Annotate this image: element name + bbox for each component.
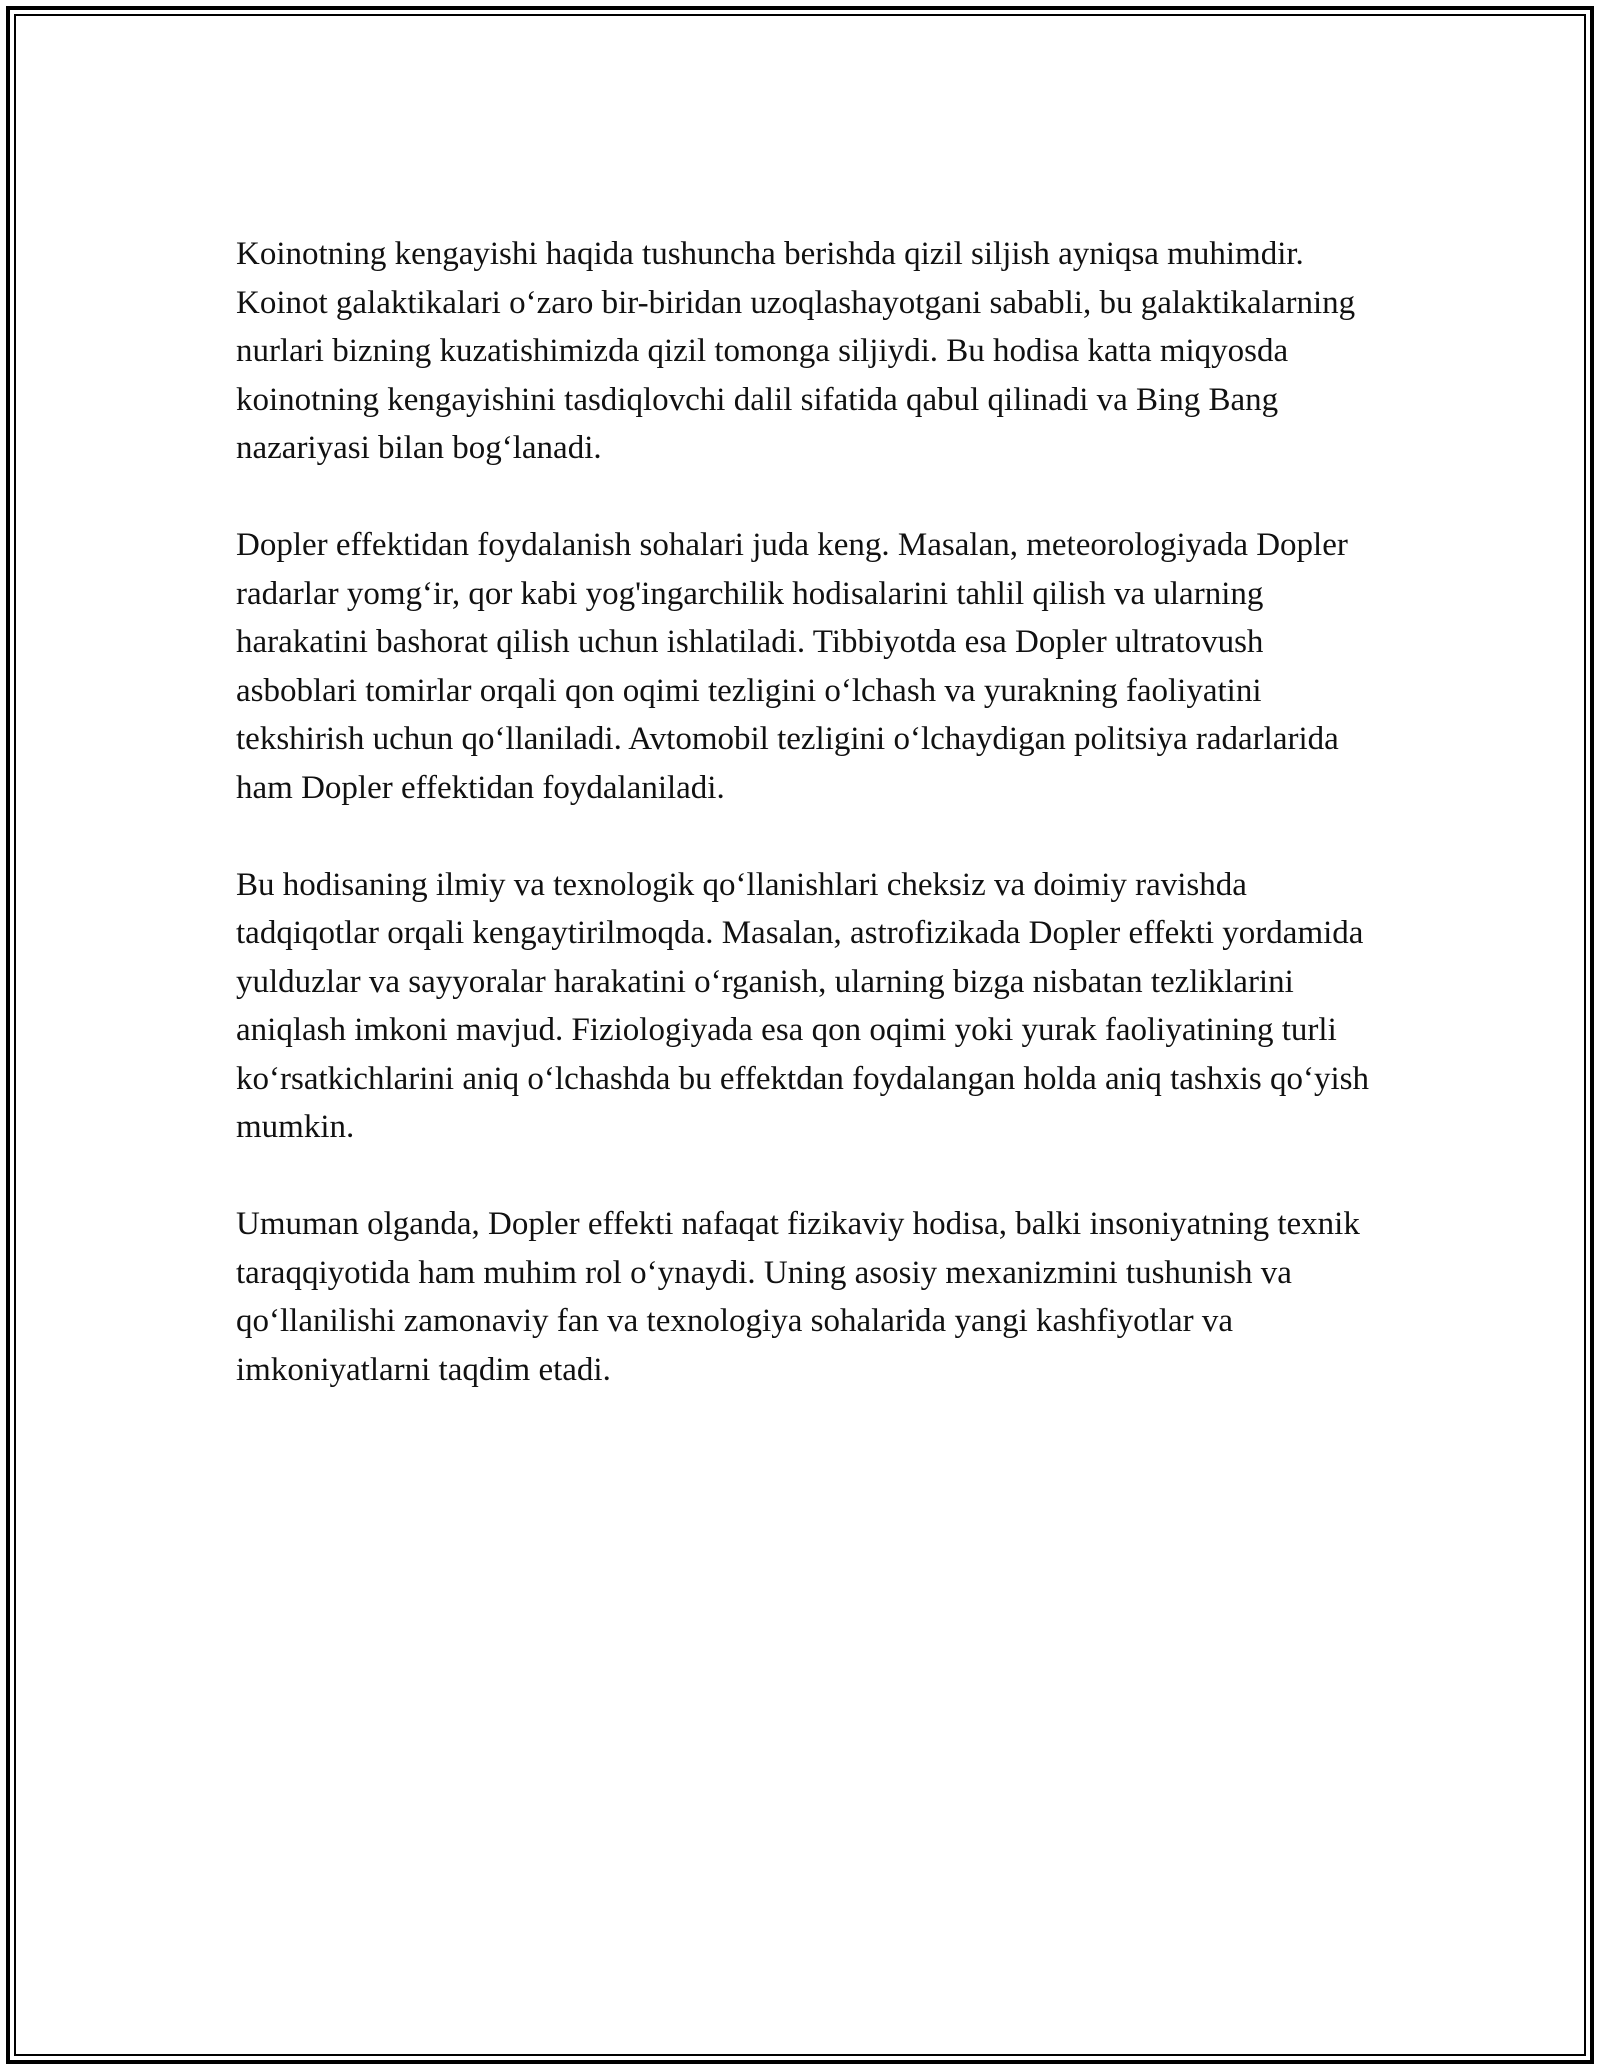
- paragraph-redshift: Koinotning kengayishi haqida tushuncha berishda qizil siljish ayniqsa muhimdir. Koinot galaktikalari o‘zaro bir-biridan uzoqlashayotgani sababli, bu galaktikalarning nurlari bizning kuzatishimizda qizil tomonga siljiydi. Bu hodisa katta miqyosda koinotning kengayishini tasdiqlovchi dalil sifatida qabul qilinadi va Bing Bang nazariyasi bilan bog‘lanadi.: [236, 236, 1356, 466]
- paragraph-doppler-applications: Dopler effektidan foydalanish sohalari juda keng. Masalan, meteorologiyada Dopler radarlar yomg‘ir, qor kabi yog'ingarchilik hodisalarini tahlil qilish va ularning harakatini bashorat qilish uchun ishlatiladi. Tibbiyotda esa Dopler ultratovush asboblari tomirlar orqali qon oqimi tezligini o‘lchash va yurakning faoliyatini tekshirish uchun qo‘llaniladi. Avtomobil tezligini o‘lchaydigan politsiya radarlarida ham Dopler effektidan foydalaniladi.: [236, 527, 1348, 806]
- paragraph-scientific-uses: Bu hodisaning ilmiy va texnologik qo‘llanishlari cheksiz va doimiy ravishda tadqiqotlar orqali kengaytirilmoqda. Masalan, astrofizikada Dopler effekti yordamida yulduzlar va sayyoralar harakatini o‘rganish, ularning bizga nisbatan tezliklarini aniqlash imkoni mavjud. Fiziologiyada esa qon oqimi yoki yurak faoliyatining turli ko‘rsatkichlarini aniq o‘lchashda bu effektdan foydalangan holda aniq tashxis qo‘yish mumkin.: [236, 866, 1369, 1145]
- document-body: [236, 230, 1376, 1443]
- paragraph-conclusion: Umuman olganda, Dopler effekti nafaqat fizikaviy hodisa, balki insoniyatning texnik taraqqiyotida ham muhim rol o‘ynaydi. Uning asosiy mexanizmini tushunish va qo‘llanilishi zamonaviy fan va texnologiya sohalarida yangi kashfiyotlar va imkoniyatlarni taqdim etadi.: [236, 1206, 1360, 1388]
